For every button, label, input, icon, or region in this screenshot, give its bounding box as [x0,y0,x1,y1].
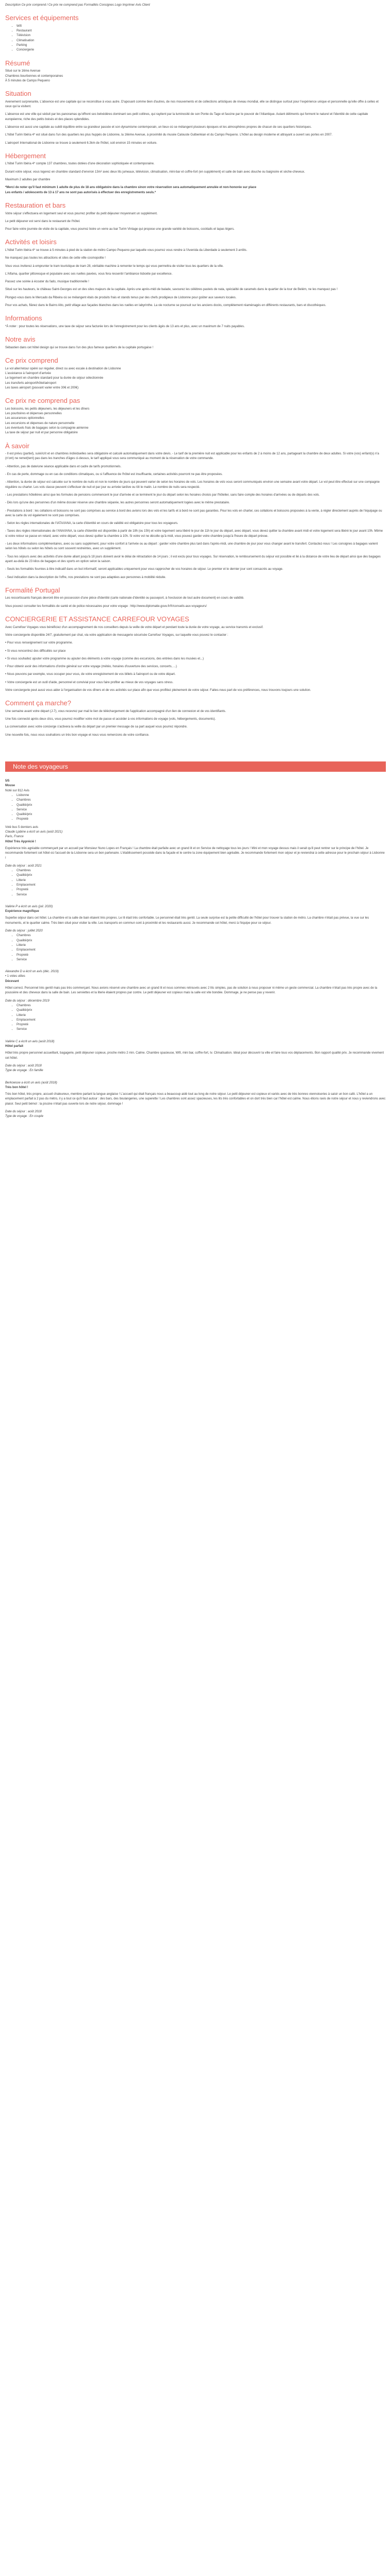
a-savoir-paragraph: - Taxes des règles internationales de l'ANA/IANA, la carte d'identité est disponible à partir de 18h (ou 15h) et votre logement sera libéré le jour de 11h le jour du départ, avec départ, vous devez quitter la chambre avant midi et votre logement sera libéré le jour avant 10h. Même si votre retour se passe en retard, avec votre départ, vous devez quitter la chambre à 10h. Si votre vol ne décolle qu'à midi, vous pouvez garder votre chambre jusqu'à l'heure de départ prévue. [5,530,383,538]
situation-paragraph: L'aéroport International de Lisbonne se trouve à seulement 6.3km de l'hôtel, soit environ 15 minutes en voiture. [5,141,157,145]
conciergerie-bullet: • Pour vous renseignement sur votre programme. [5,641,73,645]
comment-paragraph: Une fois connecté après deux clics, vous pourrez modifier votre mot de passe et accéder à vos informations de voyage (vols, hébergements, documents). [5,718,216,721]
resume-line: Chambres bourbonnes et contemporaines [5,74,63,78]
review-criteria [5,793,386,822]
activites-paragraph: Passez une soirée à écouter du fado, musique traditionnelle ! [5,280,89,284]
formalites-paragraph: Vous pouvez consulter les formalités de santé et de police nécessaires pour votre voyage : http://www.diplomatie.gouv.fr/fr/conseils-aux-voyageurs/ [5,604,207,608]
restauration-paragraph: Le petit déjeuner est servi dans le restaurant de l'hôtel. [5,219,80,223]
criterion: • Service [17,808,386,812]
informations-title: Informations [5,314,42,323]
criterion: • Emplacement [17,1018,386,1023]
review-heading: Hôtel parfait [5,1045,24,1048]
review-heading: Décevant [5,979,19,983]
review [5,1081,386,1120]
spacer [5,741,386,756]
a-savoir-paragraph: - Les deux informations complémentaires, avec ou sans supplément, pour votre confort à l'arrivée ou au départ : garder votre chambre plus tard dans l'après-midi, une chambre de jour pour vous changer avant le transfert. Contactez-nous ! Les consignes à bagages varient selon les hôtels ou selon les hôtels ou sont souvent restreintes, avec un supplément. [5,543,378,551]
conciergerie-bullet: • Nous pouvons par exemple, vous occuper pour vous, de votre enregistrement de vos billets à l'aéroport ou de votre départ. [5,673,176,676]
review-date: Date du séjour : juillet 2020 [5,929,43,933]
criterion: • Chambres [17,869,386,873]
review-text: Expérience très agréable commençant par un accueil par Monsieur Nuno Lopes en Français ! La chambre était parfaite avec un grand lit et on Service de nettoyage tous les jours ! Mini et mon voyage dessus mais il serait qu'il peut rentrer sur le principe de l'hôtel. Je recommande fortement cet hôtel où l'accueil de la Lisbonne sera un bon partenaire. L'établissement possède dans la façade et le centre la zone équipement bien agréable. Je recommande fortement mon séjour et je reviendrai à cette adresse pour le prochain séjour à Lisbonne ! [5,846,385,860]
conciergerie-bullet: • Si vous souhaitez ajouter votre programme ou ajouter des éléments à votre voyage (comme des excursions, des entrées dans les musées et...) [5,657,204,660]
prix-non-comprend-item: Les excursions et dépenses de nature personnelle [5,421,75,425]
conciergerie-bullet: • Pour obtenir avoir des informations d'ordre général sur votre voyage (météo, horaires d'ouverture des services, concerts, ...) [5,665,177,669]
review-meta: Valérie C a écrit un avis (août 2018) [5,1040,55,1043]
criterion: • Emplacement [17,883,386,888]
activites-paragraph: Vous vous inviterez à emprunter le tram touristique de tram 28, véritable machine à remonter le temps qui vous permettra de visiter tous les quartiers de la ville. [5,264,224,268]
prix-non-comprend-item: Les pourboires et dépenses personnelles [5,412,62,416]
criterion: • Chambres [17,798,386,803]
notes-voyageurs-header: Note des voyageurs [5,761,386,772]
resume-line: À 5 minutes de Campo Pequeno [5,79,50,82]
review-votes: • 1 votes utiles [5,975,25,978]
service-item: • Restaurant [17,29,386,33]
review-score: 5/5 [5,779,10,783]
review-criteria [5,934,386,962]
situation-paragraph: L'hôtel Turim Ibéria 4* est situé dans l'un des quartiers les plus huppés de Lisbonne, la 16ème Avenue, à proximité du musée Calouste Gulbenkian et du Campo Pequeno. L'hôtel au design moderne et attrayant a ouvert ses portes en 2007. [5,133,333,137]
criterion: • Chambres [17,1004,386,1008]
criterion: • Service [17,1027,386,1032]
review-text: Superbe séjour dans cet hôtel. La chambre et la salle de bain étaient très propres. Le lit était très confortable. Le personnel était très gentil. La seule surprise est la petite difficulté de l'hôtel pour trouver la station de métro. La chambre n'était pas prévue, la vue sur les monuments, et le quartier calme. Très bien situé pour visiter la ville. Les transports en commun sont à proximité et les restaurants aussi. Je recommande cet hôtel, merci à l'équipe pour ce séjour. [5,917,369,925]
criterion: • Qualité/prix [17,939,386,943]
hebergement-title: Hébergement [5,151,46,160]
a-savoir-paragraph: - Seul indication dans la description de l'offre, nos prestations ne sont pas adaptées aux personnes à mobilité réduite. [5,575,166,579]
resume-text [5,69,386,83]
a-savoir-paragraph: - Attention, pas de date/une séance applicable dans et cadre de tarifs promotionnels. [5,465,122,468]
review [5,779,386,897]
review-stay-label: Voté bus 5 derniers avis [5,825,39,829]
conciergerie-title: CONCIERGERIE ET ASSISTANCE CARREFOUR VOYAGES [5,615,189,623]
criterion: • Litterie [17,878,386,883]
criterion: • Emplacement [17,948,386,953]
prix-comprend-item: Le vol aller/retour opéré sur régulier, direct ou avec escale à destination de Lisbonne [5,367,121,370]
service-item: • Climatisation [17,39,386,43]
comment-title: Comment ça marche? [5,699,71,707]
prix-comprend-item: Les transferts aéroport/hôtel/aéroport [5,381,57,385]
comment-paragraph: Une nouvelle fois, nous vous souhaitons un très bon voyage et nous vous remercions de votre confiance. [5,733,150,737]
review-text: Hôtel très propre personnel accueillant, bagagerie, petit déjeuner copieux, proche métro 2 min. Calme. Chambre spacieuse, Wifi, mini bar, coffre-fort, tv. Climatisation. Idéal pour découvrir la ville et faire tous vos déplacements. Bon rapport qualité prix. Je recommande vivement cet hôtel. [5,1052,384,1060]
situation-paragraph: Avenement surprenante, L'absence est une capitale qui se reconstitue à vous autre. D'aposant comme bien d'autres, de nos mouvements et de collections artistiques de niveau mondial, elle se distingue surtout pour l'expérience unique et personnelle qu'elle offre à celles et ceux qui la visitent. [5,100,379,109]
prix-comprend-item: Le logement en chambre standard pour la durée de séjour sélectionnée [5,377,104,380]
review-date: Date du séjour : décembre 2019 [5,999,50,1003]
formalites-title: Formalité Portugal [5,586,60,594]
criterion: • Chambres [17,934,386,938]
review-location: Paris, France [5,835,24,839]
review-rated: Noté sur 812 Avis [5,789,29,792]
hebergement-warning-2: Les enfants / adolescents de 13 à 17 ans ne sont pas autorisés à effectuer des enregistrements seuls.* [5,191,156,194]
a-savoir-paragraph: - Tous les séjours avec des activités d'une durée allant jusqu'à 18 jours doivent avoir le délai de rétractation de 14 jours ; il est exclu pour tous voyages. Sur réservation, le remboursement du séjour est possible et lié à la distance de votre lieu de départ ainsi que des bagages ayant au-delà de 23 kilos de bagages et des sports en option selon la saison. [5,555,381,563]
review-heading: Hôtel Très Apprécié ! [5,840,36,843]
service-item: • Parking [17,43,386,48]
review-heading: Très bon hôtel ! [5,1086,28,1089]
criterion: • Qualité/prix [17,803,386,808]
review-trip-type: Type de voyage : En couple [5,1115,43,1118]
activites-paragraph: Plongez-vous dans le Mercado da Ribeira où se mélangent étals de produits frais et stands tenus par des chefs prodigieux de Lisbonne pour goûter aux saveurs locales. [5,296,237,299]
conciergerie-paragraph: Avec Carrefour Voyages vous bénéficiez d'un accompagnement de nos conseillers depuis la veille de votre départ et pendant toute la durée de votre voyage, au service transmis et exclusif. [5,625,264,629]
review-criteria [5,869,386,897]
prix-comprend-item: Les taxes aéroport (pouvant varier entre 30€ et 200€) [5,386,79,389]
review-text: Très bon hôtel, très propre, accueil chaleureux, membre parlant la langue anglaise ! L'accueil qui était français nous a beaucoup aidé tout au long de notre séjour. Le petit déjeuner est copieux et variés avec de très bonnes viennoiseries à saisir un bon café. L'hôtel a un emplacement parfait à 2 pas du métro, il y a tout ce qu'il faut autour : des bars, des boulangeries, une superette ! Les chambres sont assez spacieuses, les lits très confortables et on dort très bien car l'hôtel est calme. Nous étions ravis de notre séjour et nous y reviendrons avec plaisir. Seul petit bémol : la piscine n'était pas ouverte lors de notre séjour, dommage ! [5,1093,386,1106]
restauration-paragraph: Pour faire votre journée de visite de la capitale, vous pourrez boire un verre au bar Turim Vintage qui propose une grande variété de boissons, cocktails et tapas légers. [5,228,235,231]
a-savoir-paragraph: - Prestations à bord : les collations et boissons ne sont pas comprises au service à bord des avions lors des vols et les tarifs et à bord ne sont pas garanties. Pour les vols en charter, ces collations et boissons proposées à la vente, à régler directement auprès de l'équipage ou avec la carte du vol également ne sont pas comprises. [5,509,382,517]
criterion: • Lisbonne [17,793,386,798]
a-savoir-paragraph: - Les prestations hôtelières ainsi que les formules de pensions commencent le jour d'arrivée et se terminent le jour du départ selon les horaires choisis par l'hôtelier, sans faire compte des horaires d'arrivées ou de départs des vols. [5,493,320,497]
activites-paragraph: Ne manquez pas toutes les attractions et sites de cette ville cosmopolite ! [5,257,106,260]
a-savoir-title: À savoir [5,442,29,450]
activites-paragraph: Situé sur les hauteurs, le château Saint-Georges est un des sites majeurs de la capitale. Après une après-midi de balade, savourez les célèbres pasteis de nata, spécialité de caramels dans le quartier de la tour de Belém, ne les manquez pas ! [5,288,338,292]
criterion: • Propreté [17,817,386,822]
prix-comprend-title: Ce prix comprend [5,357,58,365]
activites-paragraph: Pour vos achats, flânez dans le Bairro Alto, petit village aux façades blanches dans les ruelles en labyrinthe. La vie nocturne se poursuit sur les anciens docks, complètement réaménagés en différents restaurants, bars et discothèques. [5,304,327,308]
prix-non-comprend-item: Les assurances optionnelles [5,417,44,420]
comment-paragraph: Une semaine avant votre départ (J-7), vous recevrez par mail le lien de téléchargement de l'application accompagné d'un lien de connexion et de vos identifiants. [5,709,226,713]
review-text: Hôtel correct. Personnel très gentil mais pas très commerçant. Nous avions réservé une chambre avec un grand lit et nous sommes retrouvés avec 2 lits simples, pas de solution à nous proposer ni même un geste commercial. La chambre n'était pas très propre avec de la poussière et des cheveux dans la salle de bain. Les serviettes et la literie étaient propres par contre. Le petit déjeuner est copieux mais la salle est vite bondée. Dommage, je ne pense pas y revenir. [5,987,378,995]
activites-paragraph: L'hôtel Turim Ibéria 4* se trouve à 5 minutes à pied de la station de métro Campo Pequeno par laquelle vous pourrez vous rendre à l'Avenida da Liberdade à seulement 3 arrêts. [5,248,248,252]
resume-title: Résumé [5,59,30,67]
review-criteria [5,1004,386,1032]
hebergement-warning [5,185,386,195]
review-trip-type: Type de voyage : En famille [5,1069,43,1073]
formalites-paragraph: Les ressortissants français devront être en possession d'une pièce d'identité (carte nationale d'identité ou passeport, à l'exclusion de tout autre document) en cours de validité. [5,597,245,600]
informations-paragraph: *À noter : pour toutes les réservations, une taxe de séjour sera facturée lors de l'enregistrement pour les clients âgés de 13 ans et plus, avec un maximum de 7 nuits payables. [5,325,245,328]
comment-paragraph: La conversation avec votre concierge s'activera la veille du départ par un premier message de sa part auquel vous pourrez répondre. [5,725,188,729]
criterion: • Propreté [17,1023,386,1027]
hebergement-warning-1: *Merci de noter qu'il faut minimum 1 adulte de plus de 18 ans obligatoire dans la chambre sinon votre réservation sera automatiquement annulée et non-honorée sur place [5,186,256,190]
notre-avis-paragraph: Sébastien dans cet hôtel design qui se trouve dans l'un des plus fameux quartiers de la capitale portugaise ! [5,346,153,349]
a-savoir-paragraph: - En cas de perte, dommage ou en cas de conditions climatiques, ou si l'affluence de l'hôtel est insuffisante, certaines activités pourront ne pas être proposées. [5,473,223,477]
restauration-paragraph: Votre séjour s'effectuera en logement seul et vous pourrez profiter du petit déjeuner moyennant un supplément. [5,212,158,215]
notre-avis-title: Notre avis [5,335,36,344]
criterion: • Service [17,958,386,962]
a-savoir-paragraph: - Selon les règles internationales de l'IATA/IANA, la carte d'identité en cours de validité est obligatoire pour tous les voyageurs. [5,522,178,526]
review [5,1040,386,1074]
conciergerie-bullet: • Votre conciergerie est un outil d'aide, personnel et convivial pour vous faire profiter au mieux de vos voyages sans stress. [5,681,174,684]
prix-non-comprend-item: La taxe de séjour par nuit et par personne obligatoire [5,431,78,435]
review-meta: Berkowsoe a écrit un avis (août 2018) [5,1081,57,1084]
situation-paragraph: L'absence est aussi une capitale au subtil équilibre entre sa grandeur passée et son dynamisme contemporain, un lieux où se mélangent plusieurs époques et les atmosphères propres de chacun de ses quartiers historiques. [5,125,312,129]
review-date: Date du séjour : août 2018 [5,1110,42,1113]
review [5,970,386,1032]
review-meta: Valérie P a écrit un avis (juil. 2020) [5,905,53,908]
resume-line: Situé sur le 16me Avenue [5,70,41,73]
criterion: • Propreté [17,953,386,958]
review-label: Mouse [5,784,15,788]
prix-comprend-item: L'assistance à l'aéroport d'arrivée [5,372,51,376]
prix-non-comprend-item: Les boissons, les petits déjeuners, les déjeuners et les dîners [5,407,90,411]
page [0,0,391,1131]
prix-comprend-list [5,367,386,391]
criterion: • Litterie [17,1013,386,1018]
criterion: • Qualité/prix [17,873,386,878]
service-item: • Télévision [17,33,386,38]
services-title: Services et équipements [5,14,79,22]
criterion: • Service [17,893,386,897]
a-savoir-paragraph: - Seuls les formalités fournies à titre indicatif dans un but informatif, seront applicables uniquement pour vous rapprocher de vos horaires de séjour. Le premier et le dernier jour sont consacrés au voyage. [5,568,283,571]
review-heading: Expérience magnifique [5,910,39,913]
hebergement-paragraph: Durant votre séjour, vous logerez en chambre standard d'environ 13m² avec deux lits jumeaux, télévision, climatisation, mini-bar et coffre-fort (en supplément) et salle de bain avec douche ou baignoire et sèche-cheveux. [5,170,305,174]
review-date: Date du séjour : août 2018 [5,1064,42,1067]
review-meta: Claude Ljabine a écrit un avis (août 2021) [5,831,63,834]
restauration-title: Restauration et bars [5,201,66,209]
criterion: • Litterie [17,943,386,948]
activites-paragraph: L'Alfama, quartier pittoresque et populaire avec ses ruelles pavées, vous fera ressentir l'ambiance lisboète par excellence. [5,272,173,276]
prix-non-comprend-list [5,407,386,436]
conciergerie-paragraph: Votre conciergerie disponible 24/7, gratuitement par chat, via votre application de messagerie sécurisée Carrefour Voyages, sur laquelle vous pouvez le contacter : [5,633,229,637]
service-item: • Wifi [17,24,386,29]
hebergement-paragraph: Maximum 2 adultes par chambre [5,178,51,182]
review-meta: Alexandre D a écrit un avis (déc. 2019) [5,970,59,974]
criterion: • Qualité/prix [17,1008,386,1013]
service-item: • Conciergerie [17,48,386,53]
situation-title: Situation [5,90,31,98]
intro-text: Description Ce prix comprend / Ce prix ne comprend pas Formalités Consignes Logo Imprimer Avis Client [5,4,150,7]
hebergement-paragraph: L'hôtel Turim Ibéria 4* compte 137 chambres, toutes dotées d'une décoration sophistiquée et contemporaine. [5,162,155,166]
review-date: Date du séjour : août 2021 [5,864,42,868]
conciergerie-paragraph: Votre conciergerie peut aussi vous aider à l'organisation de vos dîners et de vos activités sur place afin que vous profitiez pleinement de votre séjour. Faites-nous part de vos préférences, nous trouvons toujours une solution. [5,688,311,692]
criterion: • Propreté [17,888,386,892]
conciergerie-bullet: • Si vous rencontrez des difficultés sur place [5,649,66,653]
prix-non-comprend-item: Les éventuels frais de bagages selon la compagnie aérienne [5,427,89,430]
a-savoir-paragraph: - Il est prévu (partiel), suivi/crit et en chambres individuelles sera obligatoire et calculé automatiquement dans votre devis. - Le tarif de la première nuit est applicable pour les enfants de 2 à moins de 12 ans, partageant la chambre de deux adultes. Si votre (vos) enfant(s) n'a (n'ont) ne remet(tent) pas dans les tranches d'âges ci-dessus, le tarif appliqué vous sera communiqué au moment de la réservation de votre commande. [5,452,379,461]
prix-non-comprend-title: Ce prix ne comprend pas [5,397,80,405]
review [5,905,386,962]
criterion: • Qualité/prix [17,812,386,817]
activites-title: Activités et loisirs [5,238,57,246]
a-savoir-paragraph: - Attention, la durée de séjour est calculée sur le nombre de nuits et non le nombre de jours qui peuvent varier de selon les horaires de vols. Les horaires de vols vous seront communiqués environ une semaine avant votre départ. Le vol peut être effectué sur une compagnie régulière ou charter. Les vols classe peuvent s'effectuer de nuit et par jour ou arrivée tardive ou tôt le matin. Le nombre de nuits sera respecté. [5,481,380,489]
situation-paragraph: L'absence est une ville qui séduit par les panoramas qu'offrent ses belvédères dominant ses petit collines, qui rayitent par la luminosité de son Ponte du Tage et fascine par le pouvoir de l'Atlantique. Autant déliments qui forment le naturel et l'identité de cette capitale européenne, riche des petits boisés et des places splendides. [5,113,368,121]
services-list [5,24,386,53]
a-savoir-paragraph: - Dès lors qu'une des personnes d'un même dossier réserve une chambre séparée, les autres personnes seront automatiquement logées avec le même prestataire. [5,501,230,505]
